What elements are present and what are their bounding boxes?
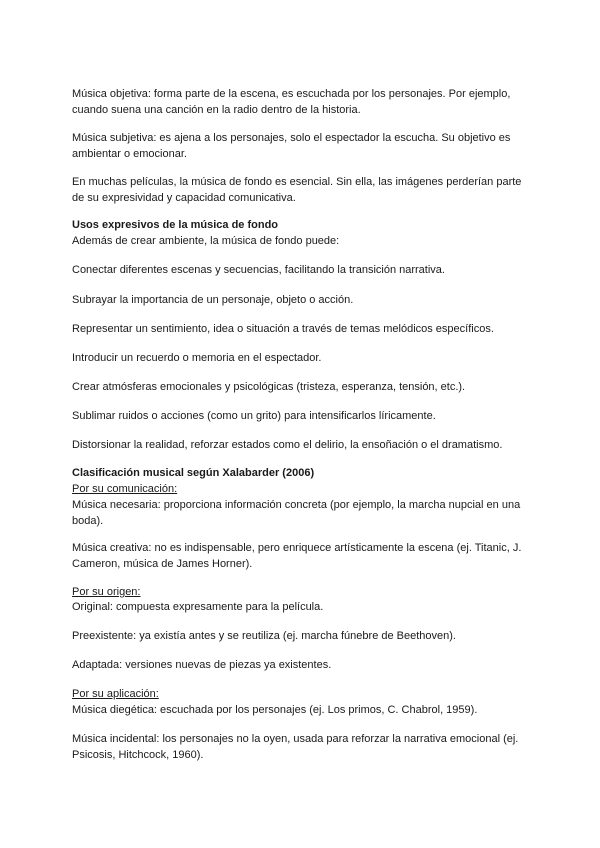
usos-item: Introducir un recuerdo o memoria en el espectador. bbox=[72, 352, 322, 364]
subheading-aplicacion: Por su aplicación: bbox=[72, 688, 159, 700]
heading-usos-expresivos: Usos expresivos de la música de fondo bbox=[72, 219, 279, 231]
paragraph-musica-subjetiva: Música subjetiva: es ajena a los personajes, solo el espectador la escucha. Su objetivo es ambientar o emocionar. bbox=[72, 132, 511, 160]
usos-item: Representar un sentimiento, idea o situación a través de temas melódicos específicos. bbox=[72, 323, 494, 335]
origen-item: Preexistente: ya existía antes y se reutiliza (ej. marcha fúnebre de Beethoven). bbox=[72, 630, 456, 642]
comunicacion-item: Música creativa: no es indispensable, pero enriquece artísticamente la escena (ej. Titanic, J. Cameron, música de James Horner). bbox=[72, 542, 522, 570]
usos-item: Conectar diferentes escenas y secuencias, facilitando la transición narrativa. bbox=[72, 264, 445, 276]
usos-intro: Además de crear ambiente, la música de fondo puede: bbox=[72, 235, 340, 247]
usos-item: Distorsionar la realidad, reforzar estados como el delirio, la ensoñación o el dramatismo. bbox=[72, 439, 503, 451]
subheading-comunicacion: Por su comunicación: bbox=[72, 483, 178, 495]
usos-item: Sublimar ruidos o acciones (como un grito) para intensificarlos líricamente. bbox=[72, 410, 436, 422]
usos-item: Crear atmósferas emocionales y psicológicas (tristeza, esperanza, tensión, etc.). bbox=[72, 381, 466, 393]
paragraph-musica-objetiva: Música objetiva: forma parte de la escena, es escuchada por los personajes. Por ejemplo, cuando suena una canción en la radio dentro de la historia. bbox=[72, 88, 511, 116]
aplicacion-item: Música incidental: los personajes no la oyen, usada para reforzar la narrativa emocional (ej. Psicosis, Hitchcock, 1960). bbox=[72, 733, 519, 761]
paragraph-musica-de-fondo: En muchas películas, la música de fondo es esencial. Sin ella, las imágenes perderían parte de su expresividad y capacidad comunicativa. bbox=[72, 176, 522, 204]
origen-item: Adaptada: versiones nuevas de piezas ya existentes. bbox=[72, 659, 332, 671]
origen-item: Original: compuesta expresamente para la película. bbox=[72, 601, 324, 613]
usos-item: Subrayar la importancia de un personaje, objeto o acción. bbox=[72, 294, 354, 306]
heading-clasificacion: Clasificación musical según Xalabarder (2006) bbox=[72, 467, 315, 479]
aplicacion-item: Música diegética: escuchada por los personajes (ej. Los primos, C. Chabrol, 1959). bbox=[72, 704, 478, 716]
subheading-origen: Por su origen: bbox=[72, 586, 141, 598]
comunicacion-item: Música necesaria: proporciona información concreta (por ejemplo, la marcha nupcial en una boda). bbox=[72, 499, 521, 527]
